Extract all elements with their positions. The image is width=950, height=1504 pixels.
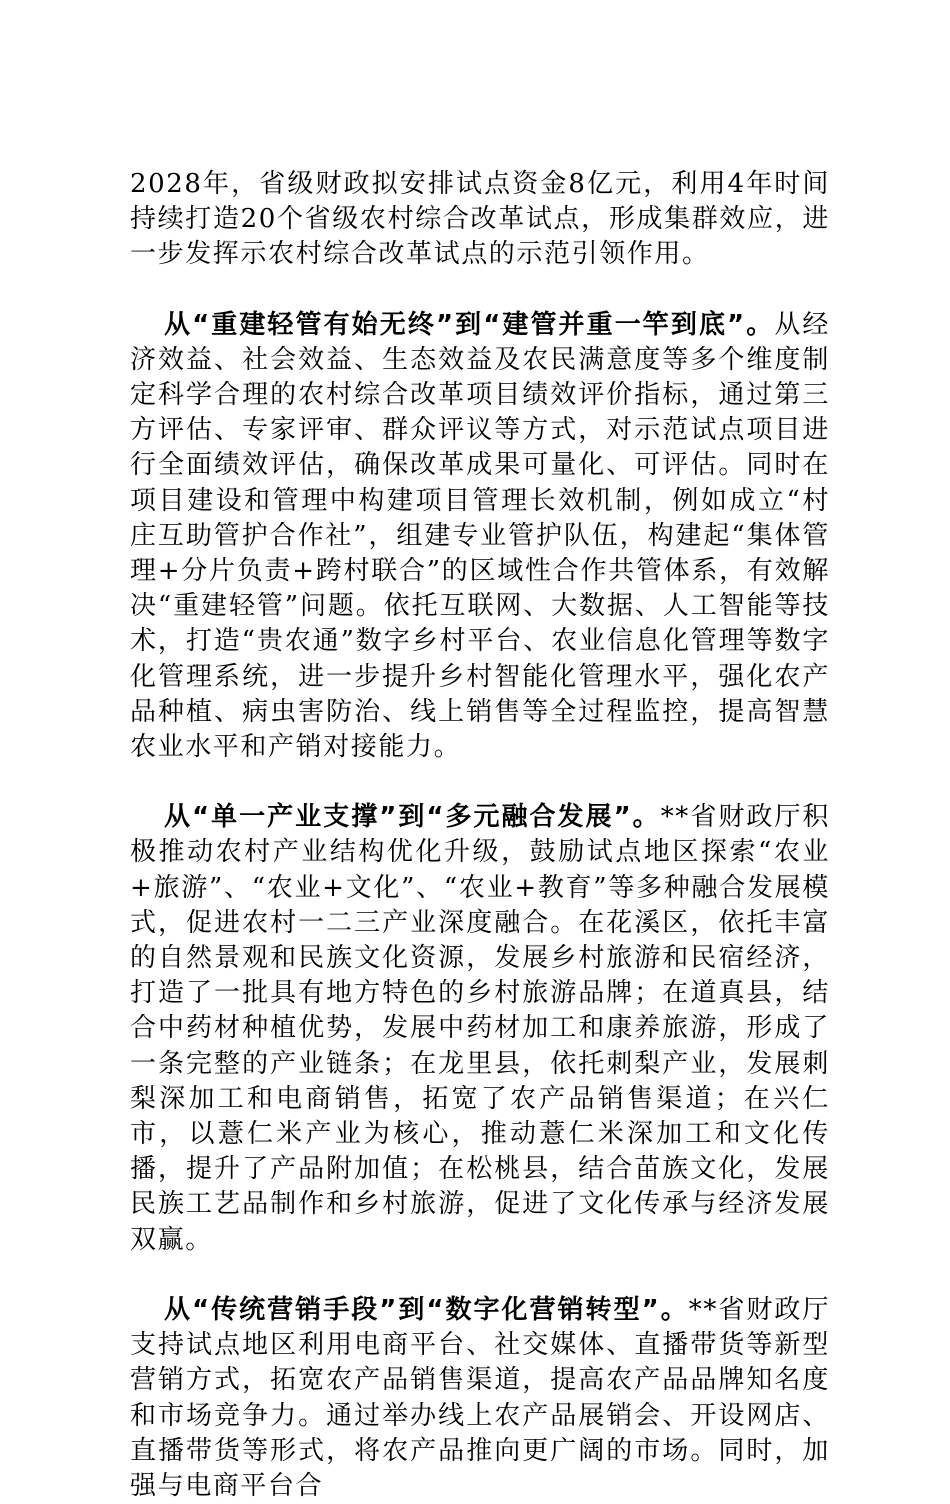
paragraph-gap xyxy=(130,273,830,308)
paragraph-digital-marketing xyxy=(130,1293,830,1504)
paragraph-body: **省财政厅积极推动农村产业结构优化升级，鼓励试点地区探索“农业+旅游”、“农业+文化”、“农业+教育”等多种融合发展模式，促进农村一二三产业深度融合。在花溪区，依托丰富的自然景观和民族文化资源，发展乡村旅游和民宿经济，打造了一批具有地方特色的乡村旅游品牌；在道真县，结合中药材种植优势，发展中药材加工和康养旅游，形成了一条完整的产业链条；在龙里县，依托刺梨产业，发展刺梨深加工和电商销售，拓宽了农产品销售渠道；在兴仁市，以薏仁米产业为核心，推动薏仁米深加工和文化传播，提升了产品附加值；在松桃县，结合苗族文化，发展民族工艺品制作和乡村旅游，促进了文化传承与经济发展双赢。 xyxy=(130,802,830,1255)
document-page xyxy=(130,167,830,1504)
paragraph-gap xyxy=(130,1258,830,1293)
paragraph-gap xyxy=(130,765,830,800)
paragraph-heading: 从“重建轻管有始无终”到“建管并重一竿到底”。 xyxy=(164,309,775,340)
paragraph-body: 从经济效益、社会效益、生态效益及农民满意度等多个维度制定科学合理的农村综合改革项目绩效评价指标，通过第三方评估、专家评审、群众评议等方式，对示范试点项目进行全面绩效评估，确保改革成果可量化、可评估。同时在项目建设和管理中构建项目管理长效机制，例如成立“村庄互助管护合作社”，组建专业管护队伍，构建起“集体管理+分片负责+跨村联合”的区域性合作共管体系，有效解决“重建轻管”问题。依托互联网、大数据、人工智能等技术，打造“贵农通”数字乡村平台、农业信息化管理等数字化管理系统，进一步提升乡村智能化管理水平，强化农产品种植、病虫害防治、线上销售等全过程监控，提高智慧农业水平和产销对接能力。 xyxy=(130,309,830,763)
paragraph-heading: 从“单一产业支撑”到“多元融合发展”。 xyxy=(164,802,661,833)
paragraph-industry-integration xyxy=(130,800,830,1258)
paragraph-body: 2028年，省级财政拟安排试点资金8亿元，利用4年时间持续打造20个省级农村综合改革试点，形成集群效应，进一步发挥示农村综合改革试点的示范引领作用。 xyxy=(130,169,830,270)
paragraph-body: **省财政厅支持试点地区利用电商平台、社交媒体、直播带货等新型营销方式，拓宽农产品销售渠道，提高农产品品牌知名度和市场竞争力。通过举办线上农产品展销会、开设网店、直播带货等形式，将农产品推向更广阔的市场。同时，加强与电商平台合 xyxy=(130,1294,830,1501)
paragraph-heading: 从“传统营销手段”到“数字化营销转型”。 xyxy=(164,1294,689,1325)
paragraph-construction-management xyxy=(130,308,830,766)
paragraph-intro xyxy=(130,167,830,273)
